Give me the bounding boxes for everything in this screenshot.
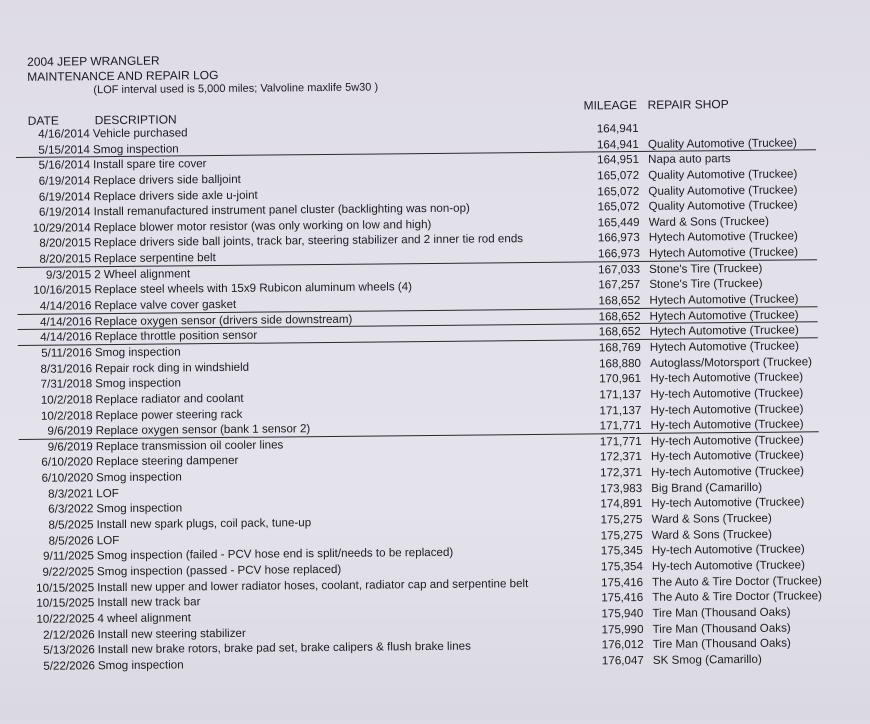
log-description: Replace power steering rack [95,407,243,422]
log-repair-shop: Hytech Automotive (Truckee) [649,308,799,323]
log-description: Repair rock ding in windshield [95,360,250,375]
log-date: 5/22/2026 [43,659,95,673]
log-date: 5/15/2014 [38,142,91,157]
log-repair-shop: Hy-tech Automotive (Truckee) [651,542,805,558]
log-date: 7/31/2018 [40,377,93,391]
log-date: 10/22/2025 [36,612,95,626]
log-date: 10/16/2015 [33,283,92,298]
log-description: Install new spark plugs, coil pack, tune-up [96,516,312,532]
log-description: Smog inspection (passed - PCV hose replaced) [96,562,342,579]
log-description: Replace transmission oil cooler lines [95,438,284,454]
log-description: Install spare tire cover [93,157,207,172]
log-description: Install new upper and lower radiator hoses, coolant, radiator cap and serpentine belt [97,576,529,594]
log-description: Install remanufactured instrument panel cluster (backlighting was non-op) [93,201,470,219]
log-repair-shop: Hytech Automotive (Truckee) [649,323,799,339]
log-date: 10/29/2014 [32,221,91,235]
log-description: Replace drivers side axle u-joint [93,188,258,203]
log-date: 5/11/2016 [41,346,92,360]
log-repair-shop: The Auto & Tire Doctor (Truckee) [652,589,823,605]
log-description: Smog inspection [96,470,182,485]
log-date: 8/31/2016 [40,361,93,376]
log-mileage: 168,652 [598,309,641,324]
log-mileage: 165,449 [597,215,640,230]
log-mileage: 164,941 [596,137,639,152]
log-description: Replace oxygen sensor (drivers side downstream) [94,312,353,328]
log-repair-shop: Stone's Tire (Truckee) [649,277,763,292]
log-date: 9/6/2019 [47,440,93,454]
log-mileage: 164,941 [596,121,639,136]
log-date: 10/15/2025 [36,580,95,595]
log-mileage: 175,416 [601,591,644,605]
log-description: Smog inspection [94,345,181,360]
log-description: Replace valve cover gasket [94,297,237,313]
log-repair-shop: Hytech Automotive (Truckee) [648,245,799,261]
log-date: 8/20/2015 [39,236,91,251]
log-date: 9/11/2025 [43,549,94,564]
log-description: 2 Wheel alignment [94,267,191,281]
log-date: 6/10/2020 [41,455,94,470]
log-date: 6/10/2020 [41,471,94,485]
log-repair-shop: Ward & Sons (Truckee) [651,527,773,542]
log-date: 9/3/2015 [45,268,92,282]
log-repair-shop: Hy-tech Automotive (Truckee) [650,401,804,417]
log-description: Install new track bar [97,595,201,610]
log-date: 9/6/2019 [47,424,93,438]
log-description: Replace steel wheels with 15x9 Rubicon aluminum wheels (4) [94,280,413,297]
log-date: 8/5/2025 [48,518,94,532]
log-mileage: 175,416 [601,575,644,589]
log-mileage: 171,137 [599,403,642,417]
log-date: 8/5/2026 [48,533,94,548]
log-date: 10/15/2025 [36,596,95,611]
log-repair-shop: Hy-tech Automotive (Truckee) [650,386,804,401]
log-mileage: 168,652 [598,325,641,339]
log-description: LOF [96,486,119,500]
log-mileage: 167,033 [598,262,641,277]
log-mileage: 166,973 [597,247,640,261]
log-description: Replace drivers side balljoint [93,172,241,188]
log-mileage: 167,257 [598,278,641,292]
log-description: Replace radiator and coolant [95,391,244,407]
log-date: 4/14/2016 [39,314,92,329]
log-mileage: 165,072 [597,184,640,198]
log-repair-shop: Napa auto parts [648,152,731,167]
log-description: Vehicle purchased [92,126,188,141]
log-repair-shop: Quality Automotive (Truckee) [648,167,798,182]
log-date: 5/13/2026 [43,643,95,657]
log-mileage: 175,940 [601,606,644,621]
log-repair-shop: Ward & Sons (Truckee) [648,214,770,229]
log-mileage: 172,371 [599,450,642,464]
log-repair-shop: Stone's Tire (Truckee) [649,261,763,276]
log-mileage: 173,983 [600,481,643,496]
log-date: 6/19/2014 [38,174,91,188]
log-mileage: 171,771 [599,419,642,433]
log-repair-shop: Hytech Automotive (Truckee) [649,292,799,307]
log-description: Replace blower motor resistor (was only working on low and high) [93,217,432,235]
log-repair-shop: Quality Automotive (Truckee) [648,198,798,214]
log-description: LOF [96,533,120,547]
log-repair-shop: Quality Automotive (Truckee) [648,183,798,198]
log-mileage: 175,990 [601,622,644,636]
log-mileage: 171,771 [599,434,642,449]
log-repair-shop: Hy-tech Automotive (Truckee) [650,448,804,464]
log-mileage: 170,961 [599,372,642,386]
log-repair-shop: Tire Man (Thousand Oaks) [652,636,791,652]
log-mileage: 175,345 [600,544,643,558]
log-description: Install new brake rotors, brake pad set, brake calipers & flush brake lines [97,639,471,657]
log-repair-shop: SK Smog (Camarillo) [652,652,762,667]
log-mileage: 175,275 [600,528,643,543]
log-description: Replace drivers side ball joints, track bar, steering stabilizer and 2 inner tie rod ends [93,232,524,250]
log-description: Smog inspection [95,376,181,391]
log-description: Smog inspection [96,501,183,516]
log-date: 10/2/2018 [40,393,93,407]
log-repair-shop: Tire Man (Thousand Oaks) [652,621,791,636]
log-mileage: 174,891 [600,497,643,511]
log-mileage: 166,973 [597,231,640,245]
log-description: Smog inspection (failed - PCV hose end is split/needs to be replaced) [96,546,454,563]
log-repair-shop: Hy-tech Automotive (Truckee) [651,464,805,479]
log-mileage: 168,652 [598,294,641,308]
log-mileage: 168,769 [598,340,641,355]
date-column-header: DATE [27,113,59,128]
log-date: 4/16/2014 [38,127,90,141]
log-repair-shop: Ward & Sons (Truckee) [651,511,772,526]
log-mileage: 172,371 [600,466,643,480]
log-description: Smog inspection [97,658,184,672]
log-table [0,119,870,675]
log-date: 4/14/2016 [39,299,92,313]
vehicle-title: 2004 JEEP WRANGLER [27,53,160,69]
log-repair-shop: Big Brand (Camarillo) [651,480,763,495]
log-date: 8/20/2015 [39,252,92,266]
log-mileage: 165,072 [597,168,640,183]
log-mileage: 164,951 [597,153,640,167]
log-repair-shop: The Auto & Tire Doctor (Truckee) [652,573,822,589]
log-repair-shop: Hy-tech Automotive (Truckee) [651,495,805,511]
log-mileage: 171,137 [599,387,642,402]
log-repair-shop: Hy-tech Automotive (Truckee) [650,433,804,448]
log-repair-shop: Quality Automotive (Truckee) [647,136,798,151]
log-mileage: 165,072 [597,200,640,214]
log-title: MAINTENANCE AND REPAIR LOG [27,68,219,84]
log-mileage: 176,012 [601,638,644,652]
log-description: Replace serpentine belt [93,251,216,266]
log-mileage: 175,354 [600,559,643,574]
log-date: 10/2/2018 [40,408,93,423]
log-description: 4 wheel alignment [97,611,191,626]
log-description: Replace steering dampener [95,454,239,469]
log-description: Replace oxygen sensor (bank 1 sensor 2) [95,422,311,438]
repair-shop-column-header: REPAIR SHOP [647,97,729,112]
log-date: 2/12/2026 [42,627,95,642]
log-date: 6/19/2014 [38,189,91,204]
description-column-header: DESCRIPTION [94,112,177,128]
log-mileage: 176,047 [601,653,644,668]
log-mileage: 175,275 [600,512,643,527]
log-date: 6/19/2014 [38,205,91,219]
log-repair-shop: Hy-tech Automotive (Truckee) [651,558,805,573]
log-date: 8/3/2021 [48,486,94,501]
log-note: (LOF interval used is 5,000 miles; Valvoline maxlife 5w30 ) [93,81,379,97]
log-date: 9/22/2025 [42,565,95,579]
log-date: 4/14/2016 [40,330,92,345]
log-repair-shop: Hy-tech Automotive (Truckee) [650,417,804,433]
log-date: 6/3/2022 [48,502,94,517]
log-description: Install new steering stabilizer [97,626,246,641]
log-repair-shop: Tire Man (Thousand Oaks) [652,605,791,620]
log-description: Replace throttle position sensor [94,328,258,344]
log-repair-shop: Hy-tech Automotive (Truckee) [650,370,804,386]
log-repair-shop: Hytech Automotive (Truckee) [649,339,800,354]
log-repair-shop: Autoglass/Motorsport (Truckee) [649,354,813,370]
log-repair-shop: Hytech Automotive (Truckee) [648,229,798,245]
log-date: 5/16/2014 [38,158,91,173]
log-description: Smog inspection [92,142,179,156]
mileage-column-header: MILEAGE [583,98,637,113]
log-mileage: 168,880 [598,356,642,370]
